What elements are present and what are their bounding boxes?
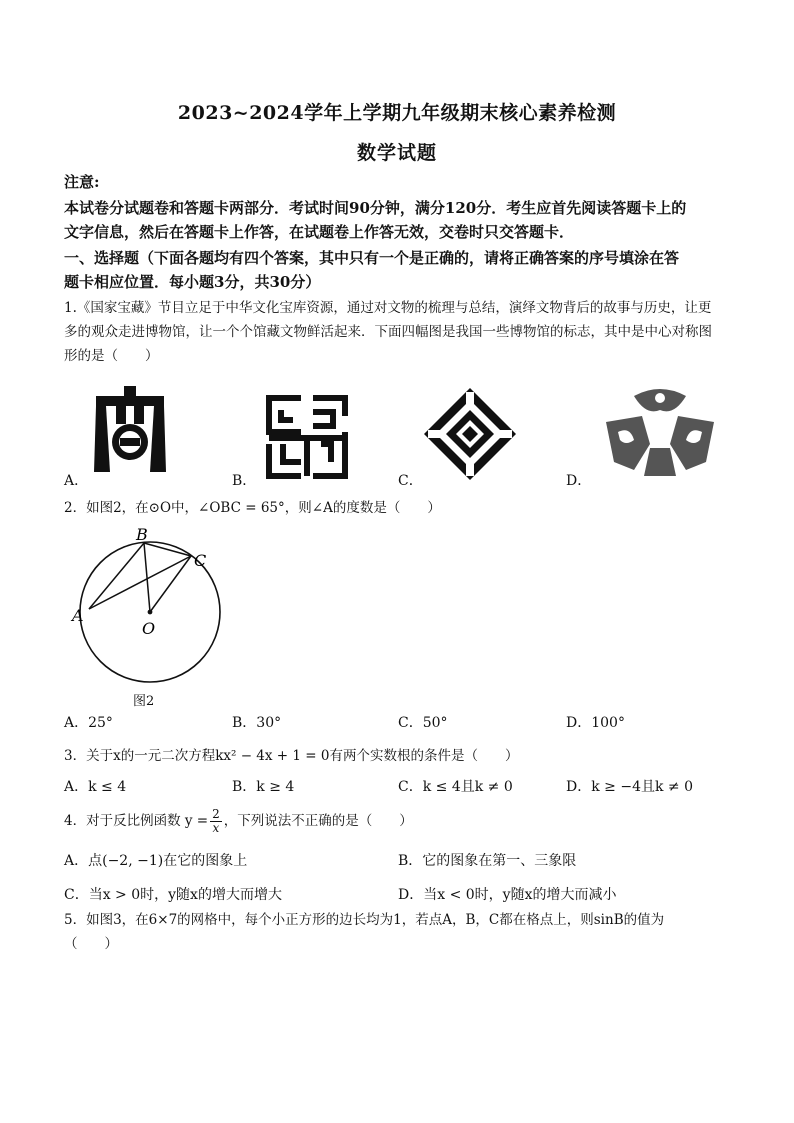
q2-stem: 2．如图2，在⊙O中，∠OBC = 65°，则∠A的度数是（ ） — [64, 500, 441, 516]
point-c-label: C — [194, 551, 207, 570]
q1-line-3: 形的是（ ） — [64, 348, 159, 364]
q1-line-2: 多的观众走进博物馆，让一个个馆藏文物鲜活起来．下面四幅图是我国一些博物馆的标志，其中是中心对称图 — [64, 324, 712, 340]
notice-line-2: 文字信息，然后在答题卡上作答，在试题卷上作答无效，交卷时只交答题卡． — [64, 223, 575, 241]
q2-option-b[interactable]: B．30° — [232, 715, 282, 731]
exam-title: 2023~2024学年上学期九年级期末核心素养检测 — [177, 102, 617, 124]
q4-option-c[interactable]: C．当x > 0时，y随x的增大而增大 — [64, 887, 282, 903]
section-1-heading: 一、选择题（下面各题均有四个答案，其中只有一个是正确的，请将正确答案的序号填涂在答 — [64, 249, 680, 267]
museum-emblem-d — [604, 386, 716, 478]
q1-option-a[interactable]: A． — [64, 473, 89, 489]
q2-option-c[interactable]: C．50° — [398, 715, 448, 731]
q3-option-c[interactable]: C．k ≤ 4且k ≠ 0 — [398, 779, 513, 795]
point-a-label: A — [72, 606, 84, 625]
point-o-label: O — [142, 619, 156, 638]
museum-emblem-a — [92, 384, 168, 476]
q4-fraction — [210, 808, 222, 835]
q4-option-a[interactable]: A．点(−2, −1)在它的图象上 — [64, 853, 248, 869]
q1-option-d[interactable]: D． — [566, 473, 592, 489]
q4-stem-pre: 4．对于反比例函数 y = — [64, 813, 209, 829]
notice-label: 注意: — [64, 173, 100, 191]
q2-option-d[interactable]: D．100° — [566, 715, 625, 731]
q3-stem: 3．关于x的一元二次方程kx² − 4x + 1 = 0有两个实数根的条件是（ ） — [64, 748, 519, 764]
notice-line-1: 本试卷分试题卷和答题卡两部分．考试时间90分钟，满分120分．考生应首先阅读答题卡上的 — [64, 199, 687, 217]
q5-line-2: （ ） — [64, 936, 118, 952]
figure-2-caption: 图2 — [133, 694, 155, 709]
q3-option-b[interactable]: B．k ≥ 4 — [232, 779, 295, 795]
section-1-heading-cont: 题卡相应位置．每小题3分，共30分） — [64, 273, 321, 291]
q4-fraction-den: x — [212, 821, 220, 835]
q5-line-1: 5．如图3，在6×7的网格中，每个小正方形的边长均为1，若点A，B，C都在格点上，则sinB的值为 — [64, 912, 665, 928]
figure-2-circle-diagram — [70, 528, 230, 688]
q1-option-b[interactable]: B． — [232, 473, 257, 489]
q1-option-c[interactable]: C． — [398, 473, 423, 489]
exam-subtitle: 数学试题 — [356, 142, 437, 164]
q4-option-b[interactable]: B．它的图象在第一、三象限 — [398, 853, 577, 869]
museum-emblem-b — [265, 392, 349, 480]
q3-option-a[interactable]: A．k ≤ 4 — [64, 779, 127, 795]
q4-option-d[interactable]: D．当x < 0时，y随x的增大而减小 — [398, 887, 617, 903]
q2-option-a[interactable]: A．25° — [64, 715, 113, 731]
q4-stem — [64, 808, 732, 835]
q4-stem-post: ，下列说法不正确的是（ ） — [223, 813, 413, 829]
q3-option-d[interactable]: D．k ≥ −4且k ≠ 0 — [566, 779, 693, 795]
point-b-label: B — [136, 528, 148, 544]
q4-fraction-num: 2 — [212, 807, 220, 821]
q1-line-1: 1.《国家宝藏》节目立足于中华文化宝库资源，通过对文物的梳理与总结，演绎文物背后的故事与历史，让更 — [64, 300, 712, 316]
museum-emblem-c — [424, 388, 516, 480]
